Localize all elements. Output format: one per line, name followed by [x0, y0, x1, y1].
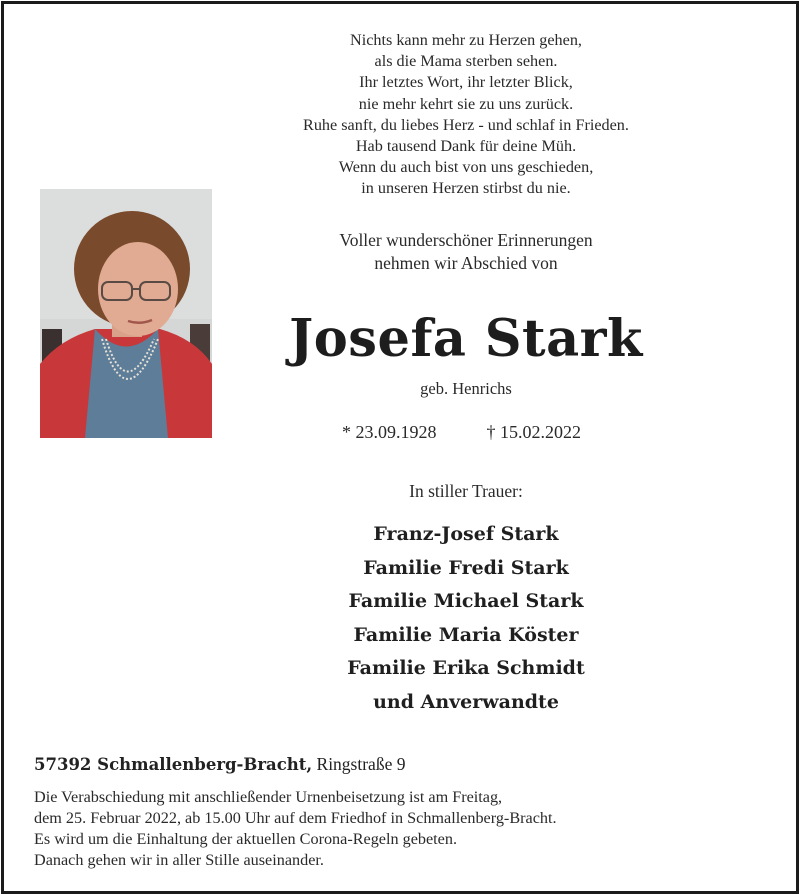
service-notice: [34, 787, 557, 871]
notice-line: dem 25. Februar 2022, ab 15.00 Uhr auf dem Friedhof in Schmallenberg-Bracht.: [34, 809, 557, 827]
poem-line: Nichts kann mehr zu Herzen gehen,: [350, 31, 582, 49]
family-address: [34, 754, 405, 775]
poem-line: Ihr letztes Wort, ihr letzter Blick,: [359, 73, 573, 92]
notice-line: Die Verabschiedung mit anschließender Urnenbeisetzung ist am Freitag,: [34, 788, 503, 806]
mourner-name: Familie Fredi Stark: [363, 556, 569, 579]
address-city: 57392 Schmallenberg-Bracht,: [34, 755, 313, 774]
notice-line: Danach gehen wir in aller Stille auseinander.: [34, 851, 324, 869]
deceased-name: Josefa Stark: [289, 309, 643, 369]
mourner-name: Familie Michael Stark: [348, 590, 584, 612]
birth-date: * 23.09.1928: [342, 422, 437, 442]
death-date: † 15.02.2022: [486, 422, 581, 442]
poem-line: Ruhe sanft, du liebes Herz - und schlaf in Frieden.: [303, 115, 629, 134]
mourner-name: Familie Maria Köster: [353, 623, 579, 646]
mourner-name: und Anverwandte: [373, 690, 559, 713]
poem-line: in unseren Herzen stirbst du nie.: [361, 179, 571, 198]
mourner-name: Familie Erika Schmidt: [347, 657, 585, 679]
intro-line: nehmen wir Abschied von: [374, 253, 558, 273]
notice-line: Es wird um die Einhaltung der aktuellen Corona-Regeln gebeten.: [34, 830, 458, 848]
poem-line: als die Mama sterben sehen.: [374, 52, 558, 71]
obituary-card: [1, 1, 799, 894]
life-dates: [342, 422, 581, 443]
poem-line: Wenn du auch bist von uns geschieden,: [338, 158, 594, 177]
mourner-name: Franz-Josef Stark: [373, 523, 559, 545]
intro-line: Voller wunderschöner Erinnerungen: [339, 230, 593, 250]
address-street: Ringstraße 9: [316, 754, 406, 774]
mourners-list: [4, 518, 796, 719]
memorial-poem: [4, 30, 796, 200]
farewell-intro: [4, 229, 796, 275]
poem-line: Hab tausend Dank für deine Müh.: [355, 137, 577, 156]
poem-line: nie mehr kehrt sie zu uns zurück.: [358, 94, 574, 113]
maiden-name: geb. Henrichs: [420, 379, 512, 398]
mourning-heading: In stiller Trauer:: [409, 481, 523, 501]
